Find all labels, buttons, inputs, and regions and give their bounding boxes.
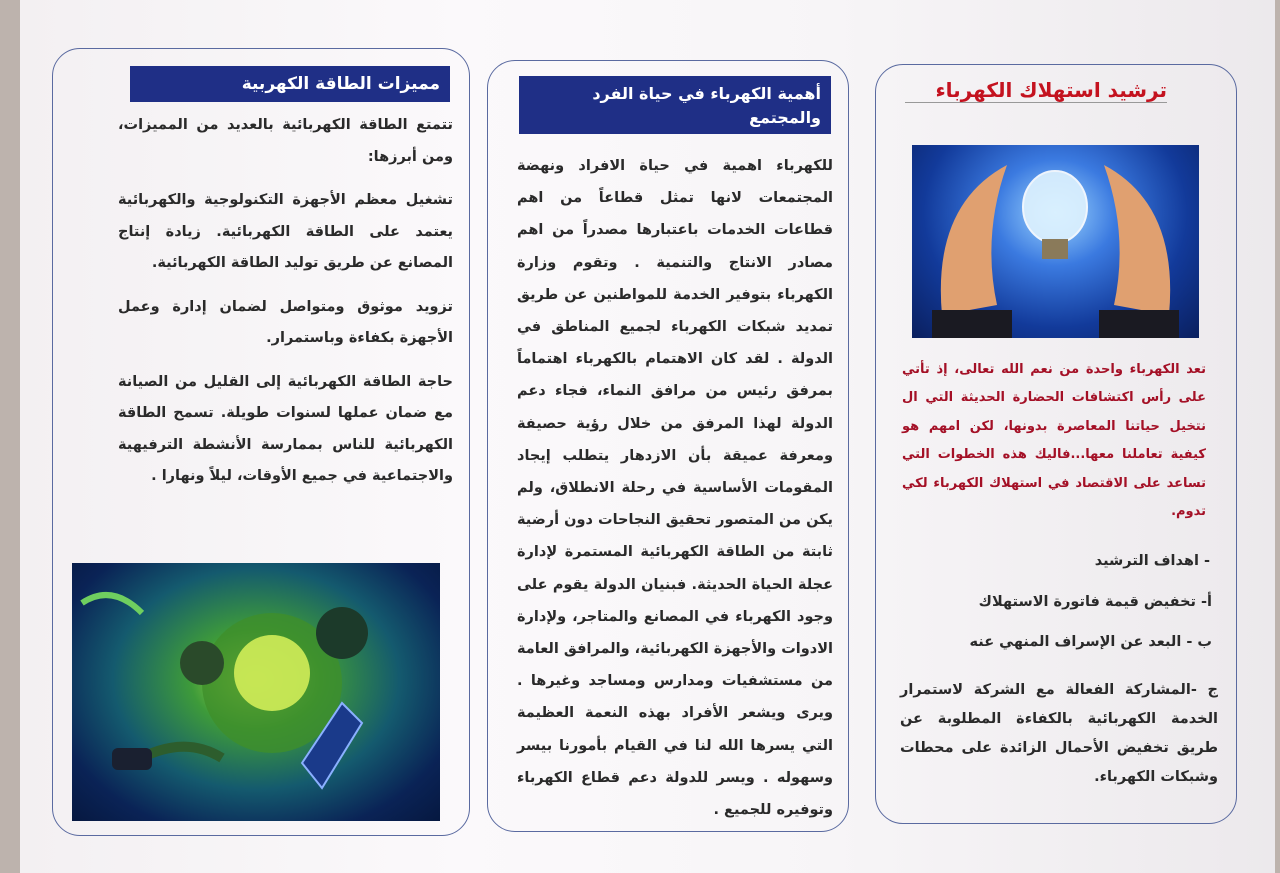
hands-bulb-image [912, 145, 1199, 338]
goal-item: ج -المشاركة الفعالة مع الشركة لاستمرار الخدمة الكهربائية بالكفاءة المطلوبة عن طريق تخفيض الأحمال الزائدة على محطات وشبكات الكهرباء. [900, 682, 1218, 785]
left-paragraph: تزويد موثوق ومتواصل لضمان إدارة وعمل الأجهزة بكفاءة وباستمرار. [118, 298, 453, 346]
left-paragraph: حاجة الطاقة الكهربائية إلى القليل من الصيانة مع ضمان عملها لسنوات طويلة. تسمح الطاقة الكهربائية للناس بممارسة الأنشطة الترفيهية والاجتماعية في جميع الأوقات، ليلاً ونهارا . [118, 373, 453, 484]
goal-item: ب - البعد عن الإسراف المنهي عنه [969, 634, 1212, 650]
energy-globe-illustration [72, 563, 440, 821]
hands-bulb-illustration [912, 145, 1199, 338]
energy-globe-image [72, 563, 440, 821]
right-intro [902, 356, 1206, 526]
left-paragraph: تشغيل معظم الأجهزة التكنولوجية والكهربائية يعتمد على الطاقة الكهربائية. زيادة إنتاج المصانع عن طريق توليد الطاقة الكهربائية. [118, 192, 453, 271]
right-intro-text: تعد الكهرباء واحدة من نعم الله تعالى، إذ تأتي على رأس اكتشافات الحضارة الحديثة التي ال نتخيل حياتنا المعاصرة بدونها، لكن امهم هو كيفية تعاملنا معها...فاليك هذه الخطوات التي تساعد على الاقتصاد في استهلاك الكهرباء لكي تدوم. [902, 362, 1206, 520]
middle-paragraph: للكهرباء اهمية في حياة الافراد ونهضة المجتمعات لانها تمثل قطاعاً من اهم قطاعات الخدمات باعتبارها مصدراً من اهم مصادر الانتاج والتنمية . وتقوم وزارة الكهرباء بتوفير الخدمة للمواطنين عن طريق تمديد شبكات الكهرباء لجميع المناطق في الدولة . لقد كان الاهتمام بالكهرباء اهتماماً بمرفق رئيس من مرافق النماء، فجاء دعم الدولة لهذا المرفق من خلال رؤية حصيفة ومعرفة عميقة بأن الازدهار يتطلب إيجاد المقومات الأساسية في رحلة الانطلاق، ولم يكن من المتصور تحقيق النجاحات دون أرضية ثابتة من الطاقة الكهربائية المستمرة لإدارة عجلة الحياة الحديثة. فبنيان الدولة يقوم على وجود الكهرباء في المصانع والمتاجر، ولإدارة الادوات والأجهزة الكهربائية، والمرافق العامة من مستشفيات ومدارس ومساجد وغيرها . ويرى ويشعر الأفراد بهذه النعمة العظيمة التي يسرها الله لنا في القيام بأمورنا بيسر وسهوله . ويسر للدولة دعم قطاع الكهرباء وتوفيره للجميع . [517, 158, 833, 819]
goal-item: أ- تخفيض قيمة فاتورة الاستهلاك [978, 594, 1212, 610]
left-paragraph: تتمتع الطاقة الكهربائية بالعديد من المميزات، ومن أبرزها: [118, 117, 453, 165]
middle-body [517, 150, 833, 826]
goals-title: - اهداف الترشيد [1094, 553, 1210, 569]
right-title: ترشيد استهلاك الكهرباء [905, 78, 1167, 103]
left-body [118, 110, 453, 505]
middle-heading: أهمية الكهرباء في حياة الفرد والمجتمع [519, 76, 831, 134]
left-heading: مميزات الطاقة الكهربية [130, 66, 450, 102]
